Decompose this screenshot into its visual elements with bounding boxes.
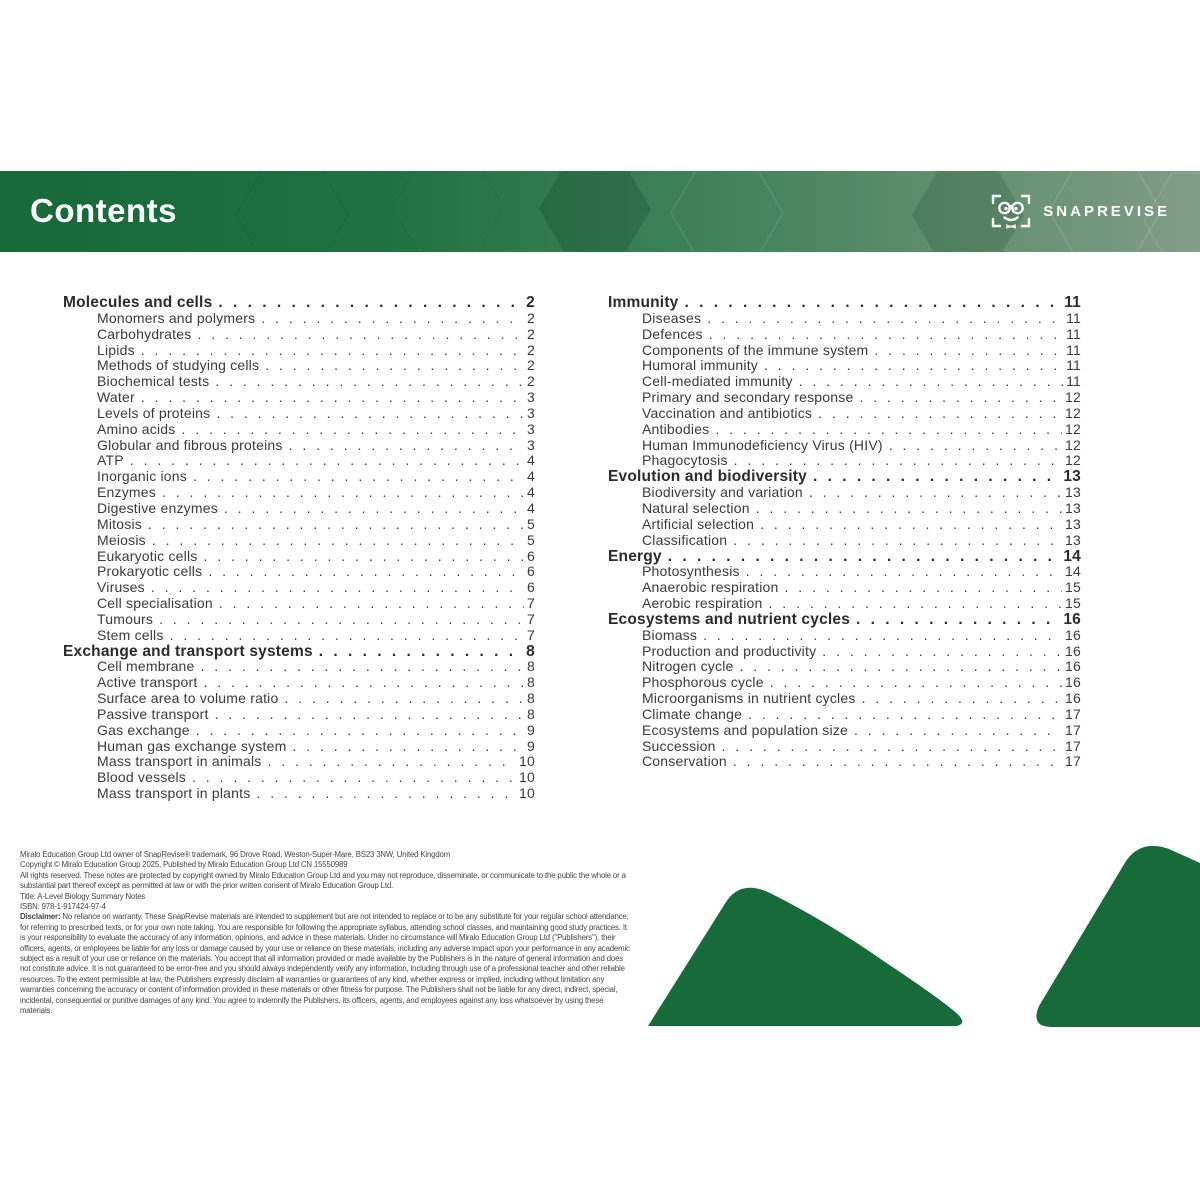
toc-page-number: 17 [1065, 753, 1081, 770]
green-blob-right [1036, 846, 1200, 1027]
toc-item-row [63, 358, 535, 374]
toc-label: Inorganic ions [97, 468, 187, 485]
dot-leader [141, 390, 524, 406]
dot-leader [261, 311, 524, 327]
toc-label: Human Immunodeficiency Virus (HIV) [642, 436, 883, 453]
dot-leader [284, 691, 524, 707]
toc-label: Classification [642, 531, 728, 548]
brand-logo [990, 171, 1170, 252]
dot-leader [268, 754, 517, 770]
toc-page-number: 14 [1063, 547, 1081, 565]
dot-leader [201, 659, 524, 675]
toc-item-row [608, 675, 1081, 691]
toc-section-row [63, 295, 535, 311]
toc-label: Vaccination and antibiotics [642, 404, 813, 421]
toc-label: Production and productivity [642, 642, 817, 659]
toc-label: Levels of proteins [97, 404, 211, 421]
toc-page-number: 7 [527, 626, 535, 643]
toc-item-row [608, 659, 1081, 675]
toc-page-number: 13 [1065, 515, 1081, 532]
toc-item-row [63, 628, 535, 644]
toc-item-row [608, 644, 1081, 660]
green-blob-left [648, 888, 962, 1026]
toc-label: Biomass [642, 626, 698, 643]
toc-item-row [63, 707, 535, 723]
dot-leader [862, 691, 1062, 707]
dot-leader [197, 327, 524, 343]
toc-page-number: 3 [527, 436, 535, 453]
toc-item-row [63, 691, 535, 707]
dot-leader [722, 739, 1062, 755]
toc-label: Molecules and cells [63, 294, 213, 311]
toc-item-row [608, 628, 1081, 644]
toc-label: Methods of studying cells [97, 357, 260, 374]
dot-leader [889, 438, 1062, 454]
toc-item-row [608, 327, 1081, 343]
toc-label: Biodiversity and variation [642, 484, 803, 501]
dot-leader [813, 469, 1060, 485]
toc-item-row [63, 612, 535, 628]
toc-label: Carbohydrates [97, 325, 192, 342]
toc-page-number: 5 [527, 515, 535, 532]
toc-item-row [608, 707, 1081, 723]
toc-label: Conservation [642, 753, 727, 770]
toc-page-number: 11 [1066, 373, 1081, 390]
toc-label: Monomers and polymers [97, 309, 256, 326]
dot-leader [740, 659, 1063, 675]
toc-page-number: 13 [1065, 484, 1081, 501]
dot-leader [289, 438, 524, 454]
toc-section-row [608, 612, 1081, 628]
toc-label: Photosynthesis [642, 563, 740, 580]
toc-page-number: 12 [1065, 404, 1081, 421]
toc-item-row [63, 580, 535, 596]
toc-label: Microorganisms in nutrient cycles [642, 690, 856, 707]
toc-page-number: 7 [527, 610, 535, 627]
toc-page-number: 14 [1065, 563, 1081, 580]
toc-label: Exchange and transport systems [63, 642, 313, 660]
dot-leader [215, 707, 524, 723]
dot-leader [809, 485, 1062, 501]
dot-leader [219, 596, 524, 612]
toc-page-number: 2 [526, 294, 535, 311]
dot-leader [265, 358, 524, 374]
dot-leader [170, 628, 524, 644]
legal-lines [20, 850, 632, 912]
toc-item-row [63, 453, 535, 469]
toc-item-row [63, 675, 535, 691]
dot-leader [748, 707, 1062, 723]
toc-page-number: 3 [527, 404, 535, 421]
toc-label: Cell-mediated immunity [642, 373, 793, 390]
toc-item-row [63, 549, 535, 565]
toc-label: Defences [642, 325, 703, 342]
toc-label: Meiosis [97, 531, 146, 548]
toc-page-number: 8 [527, 658, 535, 675]
disclaimer-label: Disclaimer: [20, 912, 61, 922]
toc-item-row [63, 327, 535, 343]
dot-leader [148, 517, 524, 533]
toc-label: Biochemical tests [97, 373, 210, 390]
toc-item-row [63, 659, 535, 675]
toc-page-number: 8 [527, 690, 535, 707]
toc-item-row [63, 390, 535, 406]
dot-leader [192, 770, 516, 786]
toc-page-number: 3 [527, 420, 535, 437]
toc-page-number: 9 [527, 737, 535, 754]
toc-item-row [63, 374, 535, 390]
toc-section-row [63, 644, 535, 660]
toc-page-number: 13 [1063, 468, 1081, 486]
toc-item-row [63, 739, 535, 755]
toc-right-column [608, 295, 1081, 770]
toc-label: Mass transport in animals [97, 753, 262, 770]
toc-label: Ecosystems and population size [642, 721, 848, 738]
dot-leader [734, 453, 1062, 469]
toc-page-number: 8 [527, 705, 535, 722]
dot-leader [208, 564, 524, 580]
dot-leader [707, 311, 1063, 327]
toc-label: Phagocytosis [642, 452, 728, 469]
legal-line: Copyright © Miralo Education Group 2025, Published by Miralo Education Group Ltd CN 15550989 [20, 860, 348, 870]
toc-page-number: 11 [1066, 309, 1081, 326]
legal-line: Miralo Education Group Ltd owner of SnapRevise® trademark, 96 Drove Road, Weston-Super-Mare, BS23 3NW, United Kingdom [20, 850, 451, 859]
dot-leader [709, 327, 1063, 343]
toc-item-row [63, 754, 535, 770]
toc-item-row [63, 564, 535, 580]
toc-label: Stem cells [97, 626, 164, 643]
page-title-text: Contents [30, 191, 177, 229]
toc-label: ATP [97, 452, 124, 469]
toc-page-number: 17 [1065, 721, 1081, 738]
toc-page-number: 15 [1065, 595, 1081, 612]
toc-section-row [608, 469, 1081, 485]
toc-item-row [608, 739, 1081, 755]
toc-page-number: 6 [527, 563, 535, 580]
toc-page-number: 8 [526, 642, 535, 660]
legal-line: Title: A-Level Biology Summary Notes [20, 891, 146, 901]
toc-item-row [63, 533, 535, 549]
toc-label: Globular and fibrous proteins [97, 436, 283, 453]
page-title [30, 191, 177, 229]
toc-page-number: 12 [1065, 389, 1081, 406]
toc-label: Water [97, 389, 135, 406]
toc-item-row [63, 485, 535, 501]
disclaimer-text: No reliance on warranty. These SnapRevise materials are intended to supplement but are not intended to replace or to be any substitute for your regular school attendance, for referring to prescribed texts, or for your own note taking. You are responsible for following the appropriate syllabus, attending school classes, and maintaining good study practices. It is your responsibility to evaluate the accuracy of any information, opinions, and advice in these materials. Under no circumstance will Miralo Education Group Ltd ("Publishers"), their officers, agents, or employees be liable for any loss or damage caused by your use or reliance on these materials, including any adverse impact upon your performance in any academic subject as a result of your use or reliance on the materials. You accept that all information provided or made available by the Publishers is in the nature of general information and does not constitute advice. It is not guaranteed to be error-free and you should always independently verify any information, including through use of a professional teacher and other reliable resources. To the extent permissible at law, the Publishers expressly disclaim all warranties or guarantees of any kind, whether express or implied, including without limitation any warranties concerning the accuracy or content of information provided in these materials or other fitness for purpose. The Publishers shall not be liable for any direct, indirect, special, incidental, consequential or punitive damages of any kind. You agree to indemnify the Publishers, its officers, agents, and employees against any loss whatsoever by using these materials. [20, 912, 630, 1016]
toc-page-number: 2 [527, 357, 535, 374]
toc-label: Components of the immune system [642, 341, 869, 358]
dot-leader [152, 533, 524, 549]
toc-label: Ecosystems and nutrient cycles [608, 610, 851, 628]
header-band [0, 171, 1200, 252]
toc-section-row [608, 295, 1081, 311]
dot-leader [215, 374, 524, 390]
toc-item-row [608, 691, 1081, 707]
dot-leader [203, 549, 524, 565]
toc-label: Enzymes [97, 484, 156, 501]
dot-leader [668, 549, 1061, 565]
toc-item-row [608, 596, 1081, 612]
toc-item-row [63, 786, 535, 802]
toc-item-row [608, 453, 1081, 469]
dot-leader [770, 675, 1062, 691]
toc-item-row [608, 358, 1081, 374]
toc-item-row [63, 596, 535, 612]
toc-page-number: 12 [1065, 452, 1081, 469]
dot-leader [733, 533, 1062, 549]
toc-page-number: 11 [1066, 325, 1081, 342]
toc-left-column [63, 295, 535, 802]
toc-page-number: 4 [527, 468, 535, 485]
dot-leader [760, 517, 1062, 533]
toc-label: Passive transport [97, 705, 209, 722]
toc-page-number: 16 [1065, 626, 1081, 643]
toc-page-number: 16 [1065, 658, 1081, 675]
toc-item-row [63, 422, 535, 438]
toc-page-number: 13 [1065, 499, 1081, 516]
toc-label: Surface area to volume ratio [97, 690, 279, 707]
toc-item-row [63, 469, 535, 485]
dot-leader [181, 422, 524, 438]
dot-leader [130, 453, 524, 469]
toc-page-number: 4 [527, 484, 535, 501]
toc-page-number: 11 [1066, 357, 1081, 374]
legal-line: All rights reserved. These notes are protected by copyright owned by Miralo Education Group Ltd and you may not reproduce, disseminate, or communicate to the public the whole or a substantial part thereof except as permitted at law or with the prior written consent of Miralo Education Group Ltd. [20, 870, 626, 891]
toc-item-row [608, 311, 1081, 327]
toc-section-row [608, 549, 1081, 565]
toc-item-row [608, 580, 1081, 596]
toc-item-row [608, 723, 1081, 739]
toc-label: Immunity [608, 294, 679, 311]
toc-page-number: 11 [1064, 294, 1081, 311]
toc-item-row [63, 723, 535, 739]
dot-leader [319, 644, 523, 660]
toc-label: Active transport [97, 674, 198, 691]
dot-leader [224, 501, 524, 517]
toc-label: Aerobic respiration [642, 595, 763, 612]
toc-page-number: 12 [1065, 436, 1081, 453]
toc-page-number: 16 [1065, 642, 1081, 659]
toc-label: Diseases [642, 309, 702, 326]
toc-label: Lipids [97, 341, 135, 358]
toc-label: Natural selection [642, 499, 750, 516]
toc-page-number: 6 [527, 579, 535, 596]
dot-leader [193, 469, 524, 485]
toc-page-number: 5 [527, 531, 535, 548]
dot-leader [854, 723, 1062, 739]
toc-page-number: 2 [527, 325, 535, 342]
toc-label: Evolution and biodiversity [608, 468, 807, 486]
toc-label: Cell membrane [97, 658, 195, 675]
toc-item-row [63, 517, 535, 533]
toc-label: Eukaryotic cells [97, 547, 198, 564]
toc-item-row [608, 390, 1081, 406]
toc-page-number: 16 [1065, 690, 1081, 707]
toc-label: Climate change [642, 705, 743, 722]
toc-page-number: 17 [1065, 705, 1081, 722]
dot-leader [799, 374, 1063, 390]
toc-item-row [608, 754, 1081, 770]
dot-leader [856, 612, 1060, 628]
toc-item-row [63, 406, 535, 422]
toc-page-number: 10 [519, 769, 535, 786]
toc-label: Antibodies [642, 420, 710, 437]
toc-page-number: 6 [527, 547, 535, 564]
toc-page-number: 13 [1065, 531, 1081, 548]
toc-label: Primary and secondary response [642, 389, 854, 406]
toc-page-number: 10 [519, 785, 535, 802]
dot-leader [874, 343, 1063, 359]
dot-leader [162, 485, 524, 501]
toc-page-number: 2 [527, 309, 535, 326]
toc-label: Viruses [97, 579, 145, 596]
dot-leader [203, 675, 524, 691]
brand-name: SNAPREVISE [1043, 203, 1170, 220]
toc-label: Artificial selection [642, 515, 755, 532]
dot-leader [764, 358, 1063, 374]
toc-label: Gas exchange [97, 721, 190, 738]
toc-label: Phosphorous cycle [642, 674, 764, 691]
toc-page-number: 16 [1063, 610, 1081, 628]
toc-item-row [63, 438, 535, 454]
toc-label: Amino acids [97, 420, 176, 437]
toc-item-row [63, 501, 535, 517]
toc-label: Cell specialisation [97, 595, 213, 612]
dot-leader [859, 390, 1062, 406]
dot-leader [151, 580, 524, 596]
toc-page-number: 17 [1065, 737, 1081, 754]
toc-item-row [608, 517, 1081, 533]
dot-leader [292, 739, 524, 755]
toc-item-row [63, 311, 535, 327]
toc-page-number: 8 [527, 674, 535, 691]
legal-block [20, 850, 632, 1017]
dot-leader [769, 596, 1062, 612]
toc-item-row [608, 374, 1081, 390]
toc-page-number: 3 [527, 389, 535, 406]
dot-leader [822, 644, 1062, 660]
dot-leader [715, 422, 1062, 438]
toc-item-row [608, 422, 1081, 438]
toc-label: Energy [608, 547, 662, 565]
toc-label: Nitrogen cycle [642, 658, 734, 675]
toc-label: Succession [642, 737, 716, 754]
dot-leader [141, 343, 524, 359]
toc-item-row [608, 564, 1081, 580]
toc-page-number: 7 [527, 595, 535, 612]
toc-page-number: 11 [1066, 341, 1081, 358]
toc-label: Prokaryotic cells [97, 563, 203, 580]
toc-item-row [608, 406, 1081, 422]
toc-item-row [608, 485, 1081, 501]
dot-leader [756, 501, 1062, 517]
toc-label: Mass transport in plants [97, 785, 251, 802]
toc-page-number: 16 [1065, 674, 1081, 691]
toc-label: Humoral immunity [642, 357, 758, 374]
dot-leader [818, 406, 1062, 422]
toc-label: Digestive enzymes [97, 499, 218, 516]
dot-leader [256, 786, 516, 802]
toc-page-number: 15 [1065, 579, 1081, 596]
decorative-green-shapes [600, 820, 1200, 1040]
toc-item-row [608, 343, 1081, 359]
toc-label: Blood vessels [97, 769, 186, 786]
toc-page-number: 4 [527, 452, 535, 469]
legal-line: ISBN: 978-1-917424-97-4 [20, 902, 106, 912]
disclaimer-paragraph [20, 912, 632, 1016]
dot-leader [733, 754, 1062, 770]
toc-item-row [608, 533, 1081, 549]
toc-item-row [608, 438, 1081, 454]
toc-page-number: 10 [519, 753, 535, 770]
dot-leader [159, 612, 524, 628]
toc-label: Human gas exchange system [97, 737, 287, 754]
dot-leader [218, 295, 523, 311]
toc-item-row [63, 770, 535, 786]
dot-leader [216, 406, 524, 422]
toc-page-number: 12 [1065, 420, 1081, 437]
dot-leader [746, 564, 1062, 580]
toc-page-number: 4 [527, 499, 535, 516]
toc-page-number: 9 [527, 721, 535, 738]
toc-label: Tumours [97, 610, 154, 627]
dot-leader [703, 628, 1062, 644]
dot-leader [785, 580, 1063, 596]
toc-label: Mitosis [97, 515, 142, 532]
toc-item-row [608, 501, 1081, 517]
toc-page-number: 2 [527, 341, 535, 358]
dot-leader [685, 295, 1062, 311]
toc-item-row [63, 343, 535, 359]
dot-leader [196, 723, 524, 739]
toc-page-number: 2 [527, 373, 535, 390]
snaprevise-face-icon [990, 194, 1032, 230]
toc-label: Anaerobic respiration [642, 579, 779, 596]
